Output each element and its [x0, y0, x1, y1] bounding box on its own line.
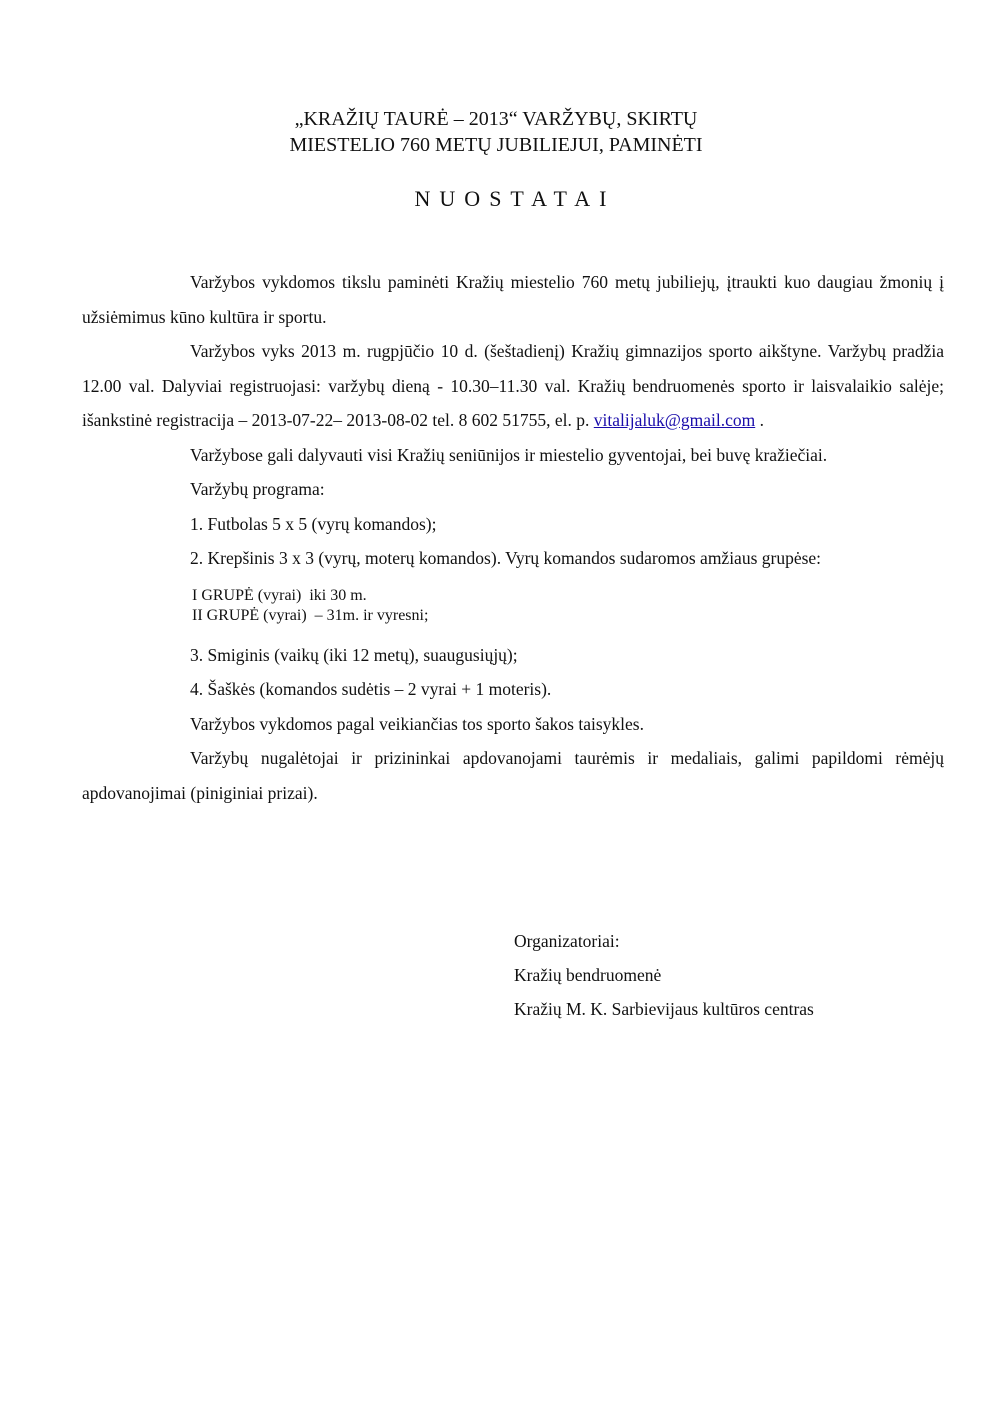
document-heading: NUOSTATAI	[414, 186, 616, 211]
document-body	[82, 265, 944, 810]
title-line-1: „KRAŽIŲ TAURĖ – 2013“ VARŽYBŲ, SKIRTŲ	[294, 108, 698, 130]
organizer-community: Kražių bendruomenė	[514, 965, 662, 985]
organizers-block	[514, 924, 814, 1026]
schedule-end: .	[755, 410, 764, 430]
paragraph-purpose: Varžybos vykdomos tikslu paminėti Kražių miestelio 760 metų jubiliejų, įtraukti kuo daugiau žmonių į užsiėmimus kūno kultūra ir sportu.	[82, 272, 944, 327]
program-label: Varžybų programa:	[190, 479, 325, 499]
program-item-checkers: 4. Šaškės (komandos sudėtis – 2 vyrai + 1 moteris).	[190, 679, 552, 699]
age-group-1: I GRUPĖ (vyrai) iki 30 m.	[192, 586, 367, 604]
paragraph-rules: Varžybos vykdomos pagal veikiančias tos sporto šakos taisykles.	[190, 713, 644, 734]
organizer-culture-center: Kražių M. K. Sarbievijaus kultūros centras	[514, 999, 814, 1019]
program-item-football: 1. Futbolas 5 x 5 (vyrų komandos);	[190, 513, 437, 534]
email-link[interactable]: vitalijaluk@gmail.com	[593, 410, 756, 430]
age-groups	[82, 586, 944, 626]
organizers-label: Organizatoriai:	[514, 931, 620, 951]
age-group-2: II GRUPĖ (vyrai) – 31m. ir vyresni;	[192, 606, 429, 624]
paragraph-schedule	[82, 334, 944, 438]
paragraph-participants: Varžybose gali dalyvauti visi Kražių seniūnijos ir miestelio gyventojai, bei buvę kražiečiai.	[190, 444, 828, 465]
paragraph-awards: Varžybų nugalėtojai ir prizininkai apdovanojami taurėmis ir medaliais, galimi papildomi rėmėjų apdovanojimai (piniginiai prizai).	[82, 748, 944, 803]
program-item-basketball: 2. Krepšinis 3 x 3 (vyrų, moterų komandos). Vyrų komandos sudaromos amžiaus grupėse:	[190, 548, 822, 568]
schedule-text: Varžybos vyks 2013 m. rugpjūčio 10 d. (šeštadienį) Kražių gimnazijos sporto aikštyne. Varžybų pradžia 12.00 val. Dalyviai registruojasi: varžybų dieną - 10.30–11.30 val. Kražių bendruomenės sporto ir laisvalaikio salėje; išankstinė registracija – 2013-07-22– 2013-08-02 tel. 8 602 51755, el. p.	[82, 341, 944, 430]
program-item-darts: 3. Smiginis (vaikų (iki 12 metų), suaugusiųjų);	[190, 644, 518, 665]
title-line-2: MIESTELIO 760 METŲ JUBILIEJUI, PAMINĖTI	[289, 134, 703, 156]
